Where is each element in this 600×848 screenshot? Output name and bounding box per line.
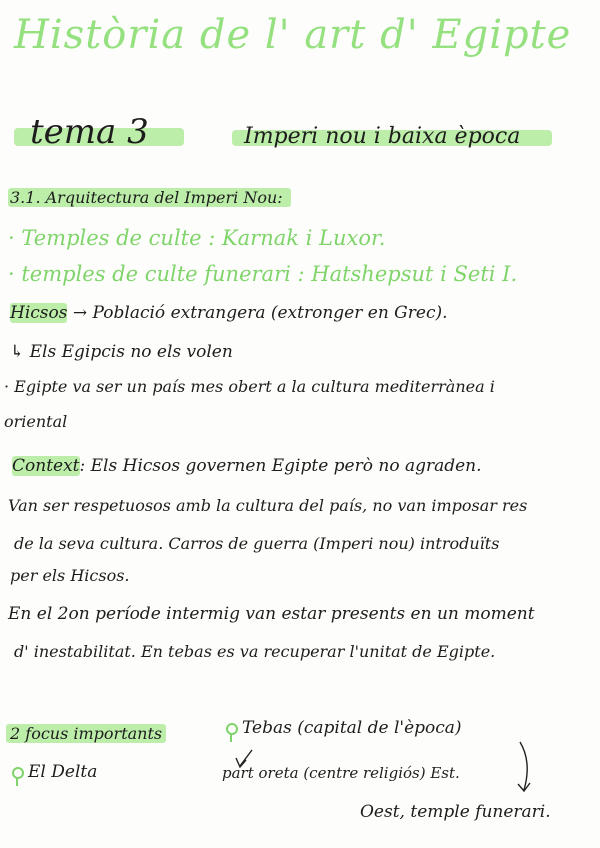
tema-label: tema 3 (30, 112, 149, 152)
context-line-2: Van ser respetuosos amb la cultura del país, no van imposar res (8, 496, 528, 515)
tema-subtitle: Imperi nou i baixa època (244, 124, 521, 149)
egipte-line-1: · Egipte va ser un país mes obert a la cultura mediterrànea i (4, 377, 495, 396)
context-text: : Els Hicsos governen Egipte però no agraden. (79, 456, 482, 476)
location-pin-icon (12, 767, 24, 779)
context-line-3: de la seva cultura. Carros de guerra (Imperi nou) introduïts (14, 534, 500, 553)
delta-item (12, 762, 97, 782)
egipte-line-2: oriental (4, 412, 68, 431)
context-label: Context (12, 456, 80, 476)
context-line-1 (12, 456, 482, 476)
section-heading: 3.1. Arquitectura del Imperi Nou: (8, 188, 291, 207)
context-line-6: d' inestabilitat. En tebas es va recuperar l'unitat de Egipte. (14, 642, 496, 661)
egypcis-line: ↳ Els Egipcis no els volen (10, 342, 233, 362)
page-title: Història de l' art d' Egipte (14, 12, 572, 58)
west-item: Oest, temple funerari. (360, 802, 551, 822)
focus-heading (6, 724, 166, 743)
hicsos-term: Hicsos (10, 303, 68, 323)
east-item: part oreta (centre religiós) Est. (222, 764, 460, 782)
context-line-4: per els Hicsos. (10, 566, 130, 585)
tebas-label: Tebas (capital de l'època) (242, 718, 462, 738)
delta-label: El Delta (28, 762, 98, 782)
tebas-item (226, 718, 462, 738)
temples-funerari-line: · temples de culte funerari : Hatshepsut i Seti I. (8, 262, 518, 286)
hicsos-arrow: → (72, 303, 88, 323)
location-pin-icon (226, 723, 238, 735)
temples-culte-line: · Temples de culte : Karnak i Luxor. (8, 226, 386, 250)
hicsos-line (10, 303, 448, 323)
context-line-5: En el 2on període intermig van estar presents en un moment (8, 604, 535, 624)
hicsos-definition: Població extrangera (extronger en Grec). (92, 303, 448, 323)
focus-label: 2 focus importants (6, 724, 166, 743)
